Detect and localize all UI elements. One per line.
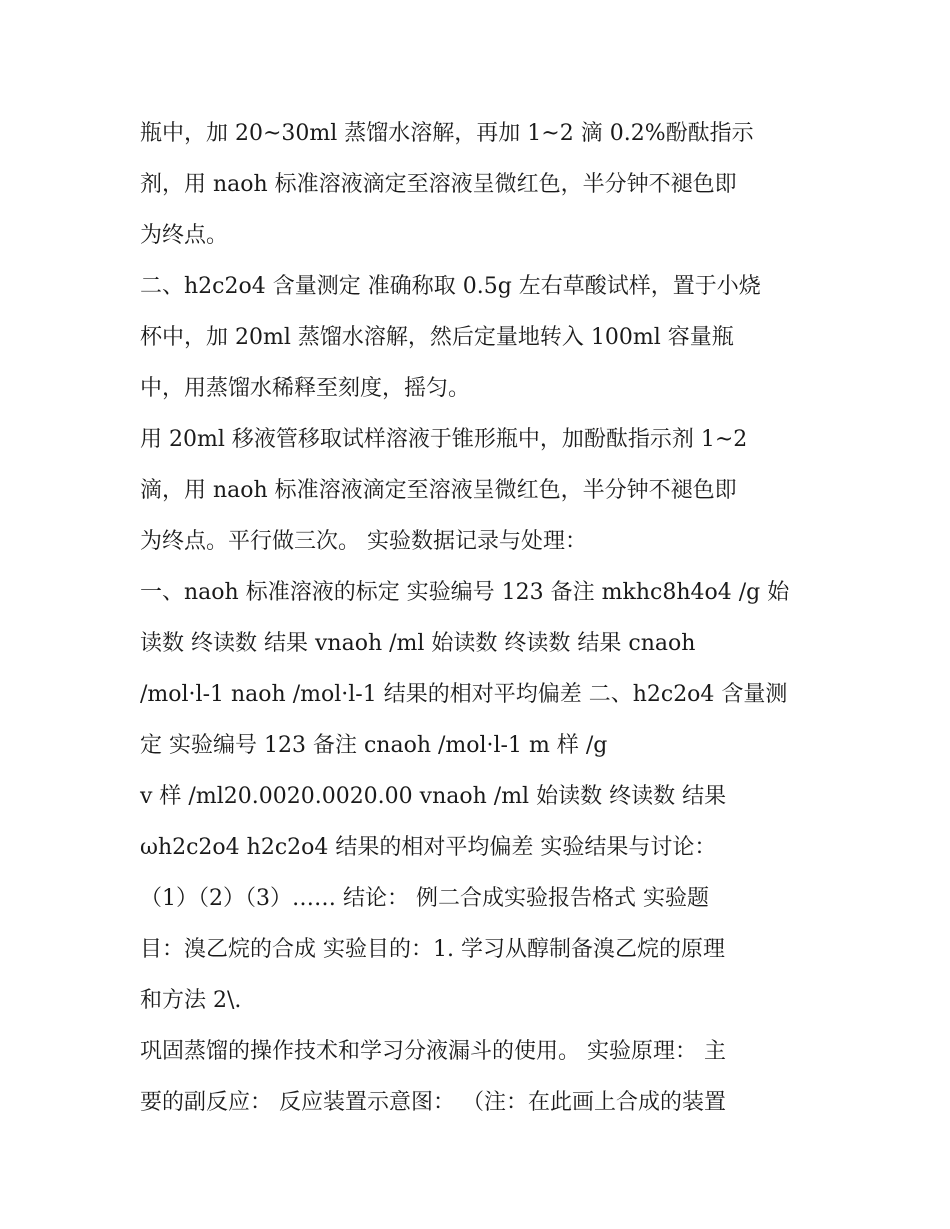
text-line: 定 实验编号 123 备注 cnaoh /mol·l-1 m 样 /g (140, 733, 608, 758)
text-line: 一、naoh 标准溶液的标定 实验编号 123 备注 mkhc8h4o4 /g 始 (140, 580, 790, 605)
text-line: 要的副反应： 反应装置示意图： （注：在此画上合成的装置 (140, 1090, 726, 1115)
text-line: 杯中，加 20ml 蒸馏水溶解，然后定量地转入 100ml 容量瓶 (140, 325, 734, 350)
text-line: 瓶中，加 20~30ml 蒸馏水溶解，再加 1~2 滴 0.2%酚酞指示 (140, 121, 754, 146)
text-line: 巩固蒸馏的操作技术和学习分液漏斗的使用。 实验原理： 主 (140, 1039, 726, 1064)
text-line: 为终点。 (140, 223, 229, 248)
text-line: 二、h2c2o4 含量测定 准确称取 0.5g 左右草酸试样，置于小烧 (140, 274, 761, 299)
text-line: 滴，用 naoh 标准溶液滴定至溶液呈微红色，半分钟不褪色即 (140, 478, 737, 503)
text-line: 读数 终读数 结果 vnaoh /ml 始读数 终读数 结果 cnaoh (140, 631, 696, 656)
text-line: v 样 /ml20.0020.0020.00 vnaoh /ml 始读数 终读数 结果 (140, 784, 727, 809)
text-line: 剂，用 naoh 标准溶液滴定至溶液呈微红色，半分钟不褪色即 (140, 172, 737, 197)
text-line: 和方法 2\. (140, 988, 242, 1013)
text-line: 为终点。平行做三次。 实验数据记录与处理： (140, 529, 587, 554)
text-line: 中，用蒸馏水稀释至刻度，摇匀。 (140, 376, 471, 401)
text-line: /mol·l-1 naoh /mol·l-1 结果的相对平均偏差 二、h2c2o4 含量测 (140, 682, 788, 707)
text-line: 用 20ml 移液管移取试样溶液于锥形瓶中，加酚酞指示剂 1~2 (140, 427, 748, 452)
text-line: （1）（2）（3）…… 结论： 例二合成实验报告格式 实验题 (140, 886, 709, 911)
body-text (140, 108, 810, 1128)
text-line: ωh2c2o4 h2c2o4 结果的相对平均偏差 实验结果与讨论： (140, 835, 717, 860)
text-line: 目：溴乙烷的合成 实验目的：1. 学习从醇制备溴乙烷的原理 (140, 937, 725, 962)
